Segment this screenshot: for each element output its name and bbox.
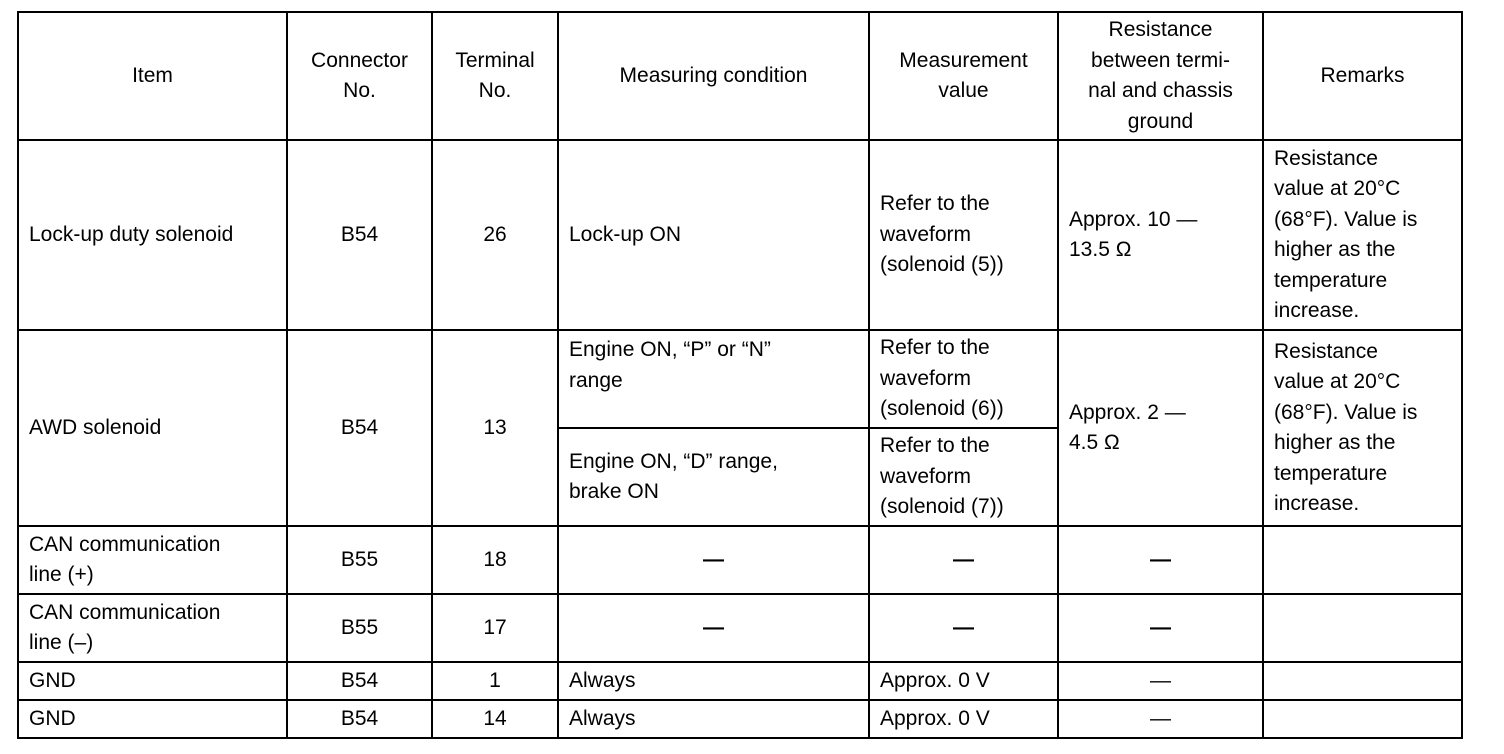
cell-item: CAN communication line (+) <box>18 526 287 594</box>
cell-terminal: 17 <box>432 594 558 662</box>
cell-item: AWD solenoid <box>18 330 287 526</box>
cell-resistance: Approx. 10 — 13.5 Ω <box>1058 140 1263 330</box>
cell-terminal: 14 <box>432 700 558 738</box>
cell-value: Approx. 0 V <box>869 662 1058 700</box>
cell-remarks <box>1263 662 1462 700</box>
cell-connector: B54 <box>287 700 432 738</box>
header-connector: Connector No. <box>287 12 432 140</box>
cell-condition: Always <box>558 662 869 700</box>
cell-value: — <box>869 526 1058 594</box>
cell-condition: — <box>558 526 869 594</box>
table-row <box>18 140 1462 330</box>
cell-connector: B54 <box>287 662 432 700</box>
cell-terminal: 13 <box>432 330 558 526</box>
header-item: Item <box>18 12 287 140</box>
cell-condition: Engine ON, “D” range, brake ON <box>558 428 869 526</box>
cell-connector: B55 <box>287 526 432 594</box>
cell-remarks <box>1263 700 1462 738</box>
header-value: Measurement value <box>869 12 1058 140</box>
header-resistance: Resistance between termi- nal and chassis ground <box>1058 12 1263 140</box>
cell-resistance: — <box>1058 594 1263 662</box>
cell-connector: B55 <box>287 594 432 662</box>
cell-resistance: — <box>1058 526 1263 594</box>
header-condition: Measuring condition <box>558 12 869 140</box>
cell-connector: B54 <box>287 140 432 330</box>
cell-condition: Engine ON, “P” or “N” range <box>558 330 869 428</box>
cell-remarks: Resistance value at 20°C (68°F). Value is higher as the temperature increase. <box>1263 140 1462 330</box>
cell-remarks <box>1263 594 1462 662</box>
cell-remarks <box>1263 526 1462 594</box>
header-remarks: Remarks <box>1263 12 1462 140</box>
cell-resistance: — <box>1058 700 1263 738</box>
cell-value: Approx. 0 V <box>869 700 1058 738</box>
cell-resistance: Approx. 2 — 4.5 Ω <box>1058 330 1263 526</box>
cell-item: CAN communication line (–) <box>18 594 287 662</box>
cell-condition: — <box>558 594 869 662</box>
cell-value: Refer to the waveform (solenoid (5)) <box>869 140 1058 330</box>
cell-condition: Lock-up ON <box>558 140 869 330</box>
cell-item: GND <box>18 662 287 700</box>
header-terminal: Terminal No. <box>432 12 558 140</box>
table-row <box>18 700 1462 738</box>
table-row <box>18 594 1462 662</box>
cell-terminal: 1 <box>432 662 558 700</box>
cell-resistance: — <box>1058 662 1263 700</box>
table-row <box>18 330 1462 428</box>
cell-connector: B54 <box>287 330 432 526</box>
cell-remarks: Resistance value at 20°C (68°F). Value is higher as the temperature increase. <box>1263 330 1462 526</box>
cell-terminal: 26 <box>432 140 558 330</box>
cell-value: Refer to the waveform (solenoid (7)) <box>869 428 1058 526</box>
cell-item: Lock-up duty solenoid <box>18 140 287 330</box>
cell-terminal: 18 <box>432 526 558 594</box>
header-row <box>18 12 1462 140</box>
cell-value: — <box>869 594 1058 662</box>
cell-value: Refer to the waveform (solenoid (6)) <box>869 330 1058 428</box>
table-row <box>18 526 1462 594</box>
cell-condition: Always <box>558 700 869 738</box>
cell-item: GND <box>18 700 287 738</box>
terminal-spec-table <box>17 11 1463 739</box>
table-row <box>18 662 1462 700</box>
